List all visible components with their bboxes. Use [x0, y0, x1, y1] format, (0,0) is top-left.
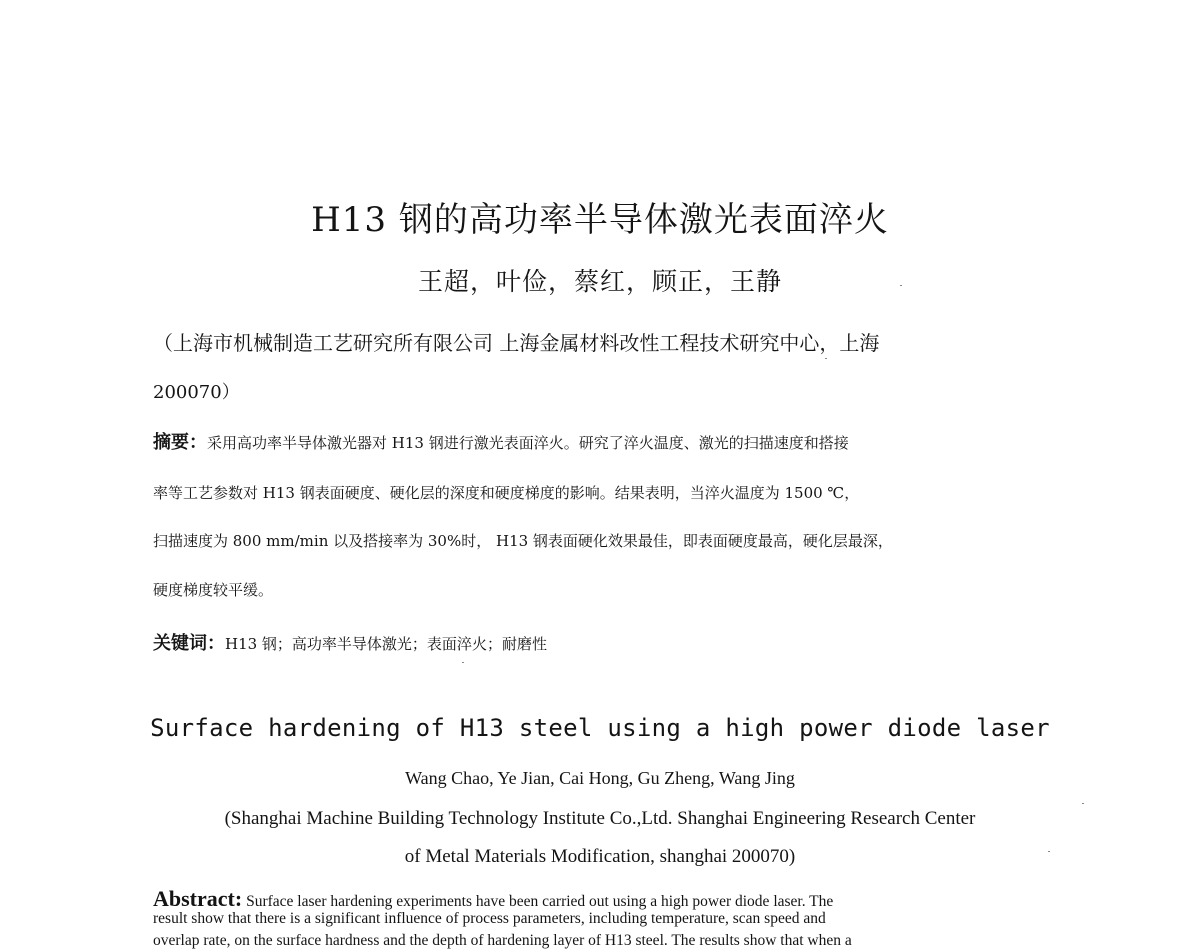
- chinese-title: H13 钢的高功率半导体激光表面淬火: [311, 200, 889, 240]
- scan-speck: [1082, 803, 1084, 804]
- scan-speck: [462, 662, 464, 663]
- chinese-abstract-line-4: 硬度梯度较平缓。: [153, 581, 274, 599]
- chinese-keywords-text: H13 钢；高功率半导体激光；表面淬火；耐磨性: [225, 635, 547, 653]
- english-affiliation-line-2: of Metal Materials Modification, shanghai 200070): [404, 846, 796, 867]
- english-abstract-line-3: overlap rate, on the surface hardness and the depth of hardening layer of H13 steel. The results show that when a: [153, 932, 852, 949]
- english-abstract-text: Surface laser hardening experiments have been carried out using a high power diode laser. The: [246, 893, 834, 910]
- english-title: Surface hardening of H13 steel using a high power diode laser: [150, 714, 1050, 742]
- chinese-authors: 王超，叶俭，蔡红，顾正，王静: [417, 267, 782, 296]
- english-abstract-line-2: result show that there is a significant influence of process parameters, including temperature, scan speed and: [153, 910, 826, 927]
- scan-speck: [900, 285, 902, 286]
- english-authors: Wang Chao, Ye Jian, Cai Hong, Gu Zheng, Wang Jing: [405, 768, 795, 788]
- scan-speck: [825, 358, 827, 359]
- chinese-affiliation-line-2: 200070）: [153, 382, 240, 403]
- chinese-affiliation-line-1: （上海市机械制造工艺研究所有限公司 上海金属材料改性工程技术研究中心，上海: [153, 331, 880, 355]
- chinese-abstract-line-1: [153, 428, 1023, 454]
- english-affiliation-line-1: (Shanghai Machine Building Technology Institute Co.,Ltd. Shanghai Engineering Research Center: [224, 808, 976, 829]
- chinese-abstract-text: 采用高功率半导体激光器对 H13 钢进行激光表面淬火。研究了淬火温度、激光的扫描速度和搭接: [207, 434, 849, 452]
- scan-speck: [1048, 851, 1050, 852]
- chinese-keywords-label: 关键词：: [153, 633, 225, 654]
- english-abstract-line-1: [153, 886, 1023, 912]
- chinese-abstract-line-3: 扫描速度为 800 mm/min 以及搭接率为 30%时， H13 钢表面硬化效果最佳，即表面硬度最高，硬化层最深，: [153, 532, 893, 550]
- english-abstract-label: Abstract:: [153, 886, 243, 911]
- chinese-abstract-label: 摘要：: [153, 432, 207, 453]
- chinese-abstract-line-2: 率等工艺参数对 H13 钢表面硬度、硬化层的深度和硬度梯度的影响。结果表明，当淬火温度为 1500 ℃，: [153, 484, 860, 502]
- chinese-keywords: [153, 629, 1023, 655]
